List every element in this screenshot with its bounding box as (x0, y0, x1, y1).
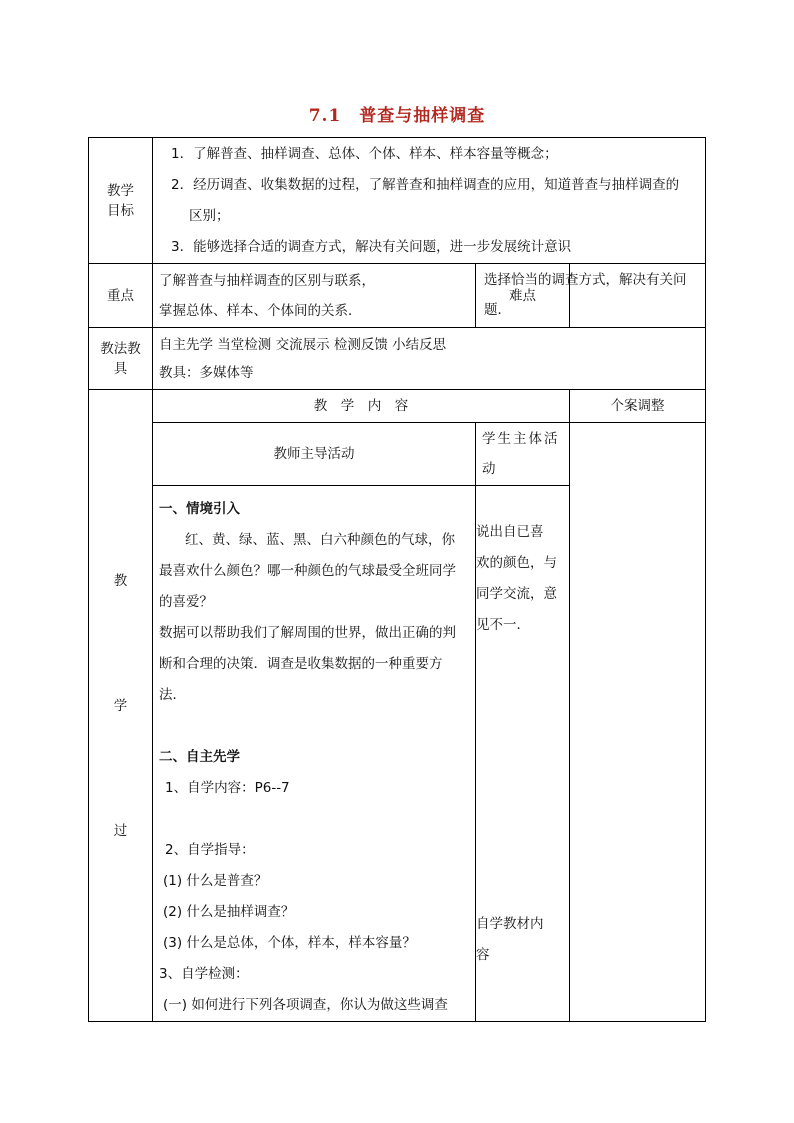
student-header: 学生主体活 动 (476, 423, 570, 486)
page-title: 7.1 普查与抽样调查 (308, 106, 486, 126)
objectives-content (153, 138, 706, 264)
teacher-activity: 一、情境引入 红、黄、绿、蓝、黑、白六种颜色的气球，你 最喜欢什么颜色？哪一种颜色的气球最受全班同学 的喜爱？ 数据可以帮助我们了解周围的世界，做出正确的判 断和合理的决策．调查是收集数据的一种重要方 法． 二、自主先学 1、自学内容：P6--7 2、自学指导： (1) 什么是普查？ (2) 什么是抽样调查？ (3) 什么是总体，个体，样本，样本容量？ 3、自学检测： (一) 如何进行下列各项调查，你认为做这些调查 (153, 486, 476, 1022)
adjust-header: 个案调整 (570, 390, 706, 423)
objectives-label: 教学 目标 (89, 138, 153, 264)
methods-row (89, 328, 706, 390)
student-activity: 说出自已喜 欢的颜色，与 同学交流，意 见不一． 自学教材内 容 (476, 486, 570, 1022)
objectives-row (89, 138, 706, 264)
section-1-title: 一、情境引入 (159, 501, 240, 517)
objective-item: 2．经历调查、收集数据的过程，了解普查和抽样调查的应用，知道普查与抽样调查的 (171, 176, 680, 193)
methods-label: 教法教 具 (89, 328, 153, 390)
section-2-title: 二、自主先学 (159, 749, 240, 765)
content-header: 教 学 内 容 (153, 390, 570, 423)
key-point-content: 了解普查与抽样调查的区别与联系， 掌握总体、样本、个体间的关系． (153, 264, 476, 328)
methods-content: 自主先学 当堂检测 交流展示 检测反馈 小结反思 教具：多媒体等 (153, 328, 706, 390)
key-point-label: 重点 (89, 264, 153, 328)
process-label: 教 学 过 (89, 390, 153, 1022)
adjust-cell (570, 423, 706, 1022)
objective-item: 1．了解普查、抽样调查、总体、个体、样本、样本容量等概念； (171, 145, 558, 162)
activity-header-row (89, 423, 706, 486)
difficulty-text: 选择恰当的调查方式，解决有关问 题． (484, 272, 687, 318)
objective-item: 区别； (189, 207, 230, 224)
teacher-header: 教师主导活动 (153, 423, 476, 486)
difficulty-label: 难点 (476, 264, 570, 328)
process-header-row (89, 390, 706, 423)
objective-item: 3．能够选择合适的调查方式，解决有关问题，进一步发展统计意识 (171, 238, 572, 255)
